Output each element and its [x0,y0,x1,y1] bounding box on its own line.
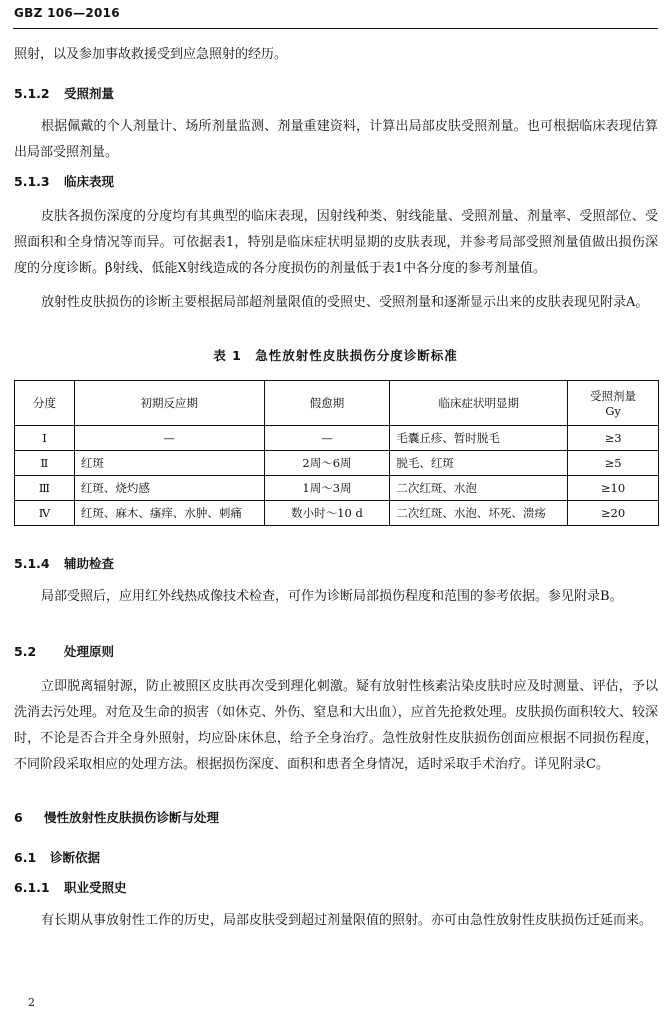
cell-dose: ≥3 [568,426,659,451]
cell-grade: Ⅳ [15,501,75,526]
standard-code: GBZ 106—2016 [14,6,120,20]
section-title: 慢性放射性皮肤损伤诊断与处理 [44,810,220,825]
cell-grade: Ⅰ [15,426,75,451]
header-initial: 初期反应期 [74,381,264,426]
cell-latent: — [264,426,390,451]
section-5-1-2-heading [14,84,114,104]
cell-manifest: 二次红斑、水泡、坏死、溃疡 [390,501,568,526]
cell-dose: ≥10 [568,476,659,501]
section-5-1-3-heading [14,172,114,192]
paragraph-treatment: 立即脱离辐射源，防止被照区皮肤再次受到理化刺激。疑有放射性核素沾染皮肤时应及时测量、评估，予以洗消去污处理。对危及生命的损害（如休克、外伤、窒息和大出血），应首先抢救处理。皮肤损伤面积较大、较深时，不论是否合并全身外照射，均应卧床休息，给予全身治疗。急性放射性皮肤损伤创面应根据不同损伤程度，不同阶段采取相应的处理方法。根据损伤深度、面积和患者全身情况，适时采取手术治疗。详见附录C。 [14,679,658,772]
paragraph-auxiliary: 局部受照后，应用红外线热成像技术检查，可作为诊断局部损伤程度和范围的参考依据。参见附录B。 [41,589,623,604]
table-header-row [15,381,659,426]
table-row [15,451,659,476]
header-grade: 分度 [15,381,75,426]
header-dose-unit: Gy [605,404,621,418]
section-5-2-heading [14,642,114,662]
cell-latent: 数小时～10 d [264,501,390,526]
page-number: 2 [28,996,35,1009]
section-title: 临床表现 [64,174,115,189]
cell-initial: 红斑、麻木、瘙痒、水肿、刺痛 [74,501,264,526]
section-title: 处理原则 [64,644,115,659]
section-number: 5.1.3 [14,174,50,189]
table-row [15,476,659,501]
cell-initial: — [74,426,264,451]
cell-manifest: 毛囊丘疹、暂时脱毛 [390,426,568,451]
section-title: 辅助检查 [64,556,115,571]
section-5-1-4-heading [14,554,114,574]
header-dose-label: 受照剂量 [590,389,637,403]
paragraph-dose: 根据佩戴的个人剂量计、场所剂量监测、剂量重建资料，计算出局部皮肤受照剂量。也可根据临床表现估算出局部受照剂量。 [14,119,658,160]
table-caption: 表 1 急性放射性皮肤损伤分度诊断标准 [213,348,458,363]
header-dose [568,381,659,426]
paragraph-occupational-history: 有长期从事放射性工作的历史，局部皮肤受到超过剂量限值的照射。亦可由急性放射性皮肤损伤迁延而来。 [41,913,653,928]
section-number: 5.2 [14,644,37,659]
header-manifest: 临床症状明显期 [390,381,568,426]
paragraph-clinical-2: 放射性皮肤损伤的诊断主要根据局部超剂量限值的受照史、受照剂量和逐渐显示出来的皮肤表现见附录A。 [41,295,649,310]
cell-dose: ≥20 [568,501,659,526]
header-latent: 假愈期 [264,381,390,426]
section-number: 5.1.2 [14,86,50,101]
cell-latent: 2周～6周 [264,451,390,476]
cell-grade: Ⅱ [15,451,75,476]
cell-latent: 1周～3周 [264,476,390,501]
paragraph-clinical-1: 皮肤各损伤深度的分度均有其典型的临床表现，因射线种类、射线能量、受照剂量、剂量率、受照部位、受照面积和全身情况等而异。可依据表1，特别是临床症状明显期的皮肤表现，并参考局部受照剂量值做出损伤深度的分度诊断。β射线、低能X射线造成的各分度损伤的剂量低于表1中各分度的参考剂量值。 [14,209,658,276]
cell-dose: ≥5 [568,451,659,476]
header-rule [13,28,658,29]
section-number: 5.1.4 [14,556,50,571]
section-6-1-heading [14,848,100,868]
paragraph-continuation: 照射，以及参加事故救援受到应急照射的经历。 [14,47,288,62]
cell-initial: 红斑 [74,451,264,476]
section-6-heading [14,808,219,828]
section-title: 受照剂量 [64,86,115,101]
section-number: 6.1.1 [14,880,50,895]
cell-manifest: 二次红斑、水泡 [390,476,568,501]
section-title: 职业受照史 [64,880,127,895]
section-number: 6 [14,810,23,825]
grading-table [14,380,659,526]
cell-initial: 红斑、烧灼感 [74,476,264,501]
section-title: 诊断依据 [50,850,101,865]
cell-manifest: 脱毛、红斑 [390,451,568,476]
table-row [15,426,659,451]
section-6-1-1-heading [14,878,127,898]
section-number: 6.1 [14,850,37,865]
table-row [15,501,659,526]
cell-grade: Ⅲ [15,476,75,501]
